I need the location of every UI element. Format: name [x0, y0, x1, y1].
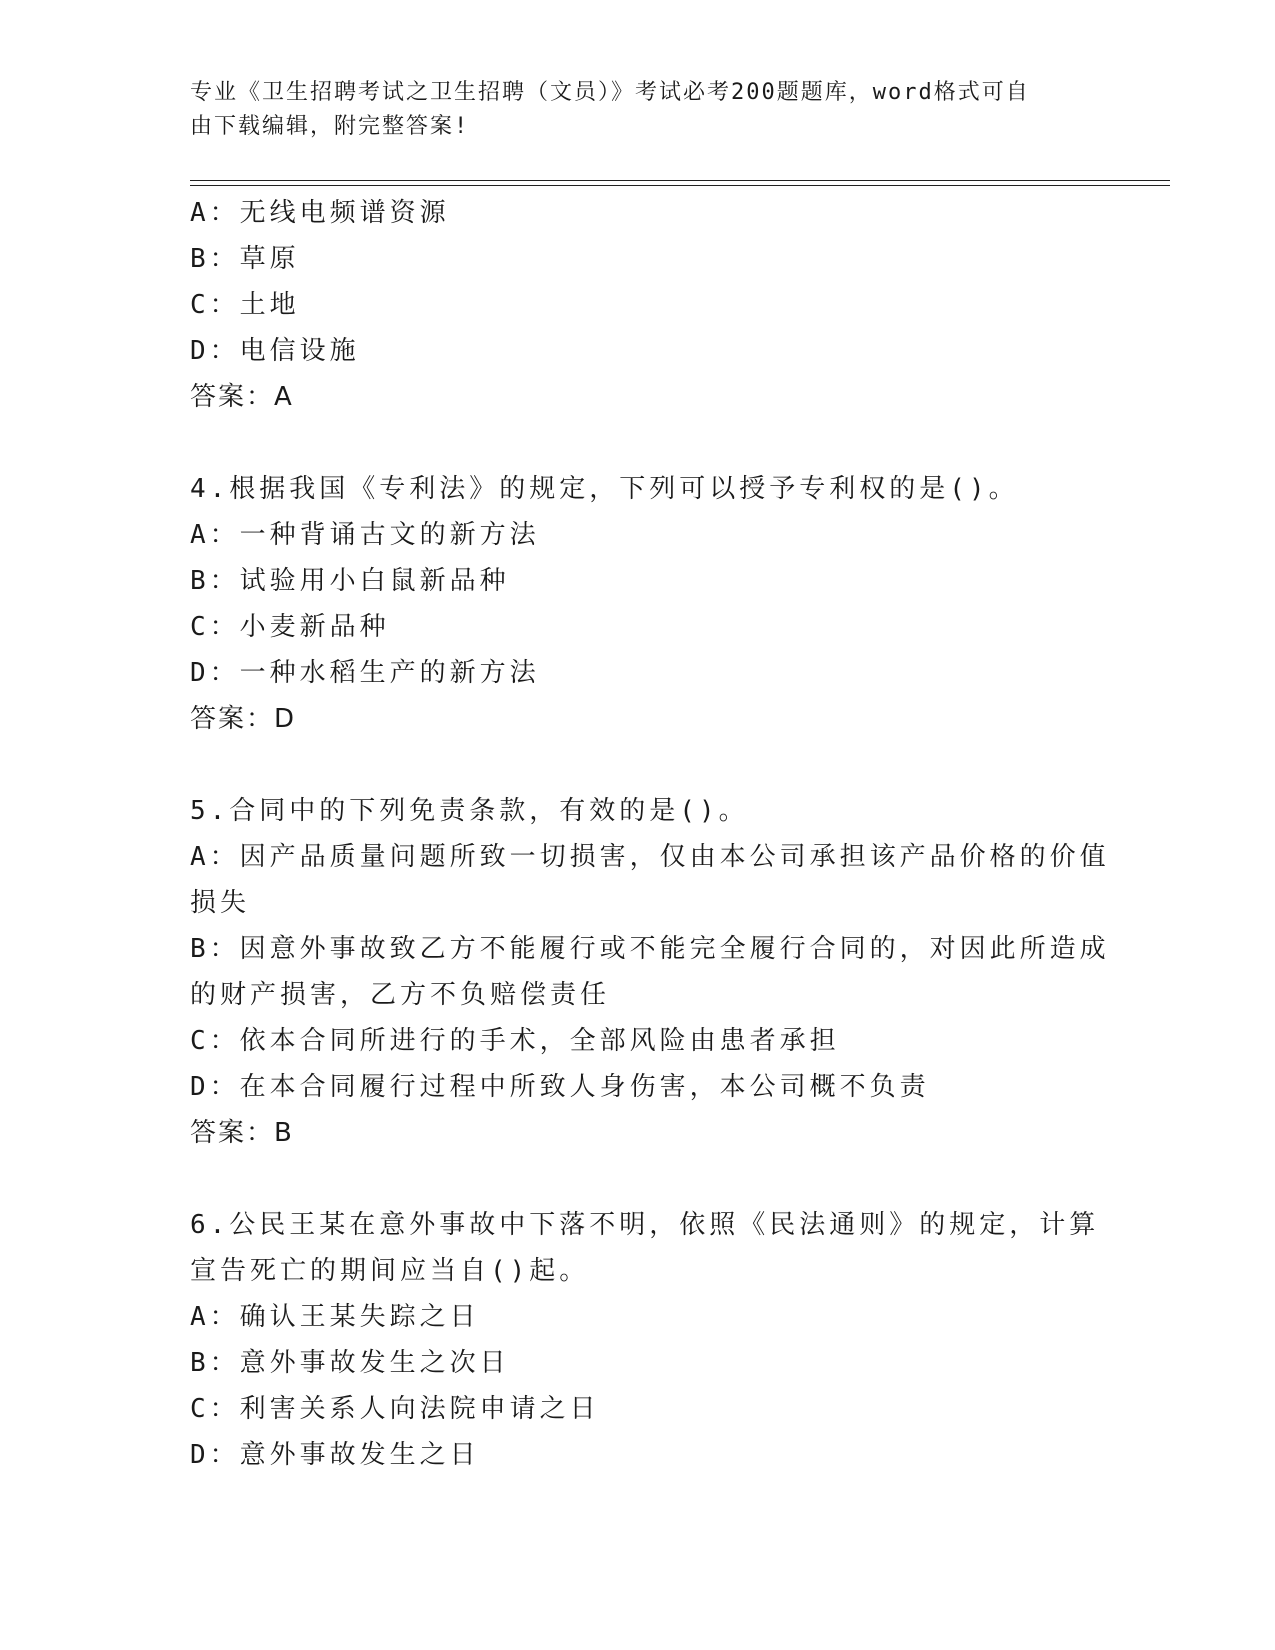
option-d: D：一种水稻生产的新方法: [190, 658, 540, 688]
option-c: C：依本合同所进行的手术，全部风险由患者承担: [190, 1026, 840, 1056]
spacer: [190, 742, 1090, 788]
option-d: D：意外事故发生之日: [190, 1440, 480, 1470]
option-b-continued: 的财产损害，乙方不负赔偿责任: [190, 980, 611, 1010]
question-stem-continued: 宣告死亡的期间应当自()起。: [190, 1256, 590, 1286]
option-a: A：一种背诵古文的新方法: [190, 520, 540, 550]
answer-line: 答案：A: [190, 382, 294, 412]
question-stem: 4.根据我国《专利法》的规定，下列可以授予专利权的是()。: [190, 474, 1019, 504]
spacer: [190, 1156, 1090, 1202]
option-b: B：意外事故发生之次日: [190, 1348, 510, 1378]
question-3: [190, 190, 1090, 420]
option-c: C：利害关系人向法院申请之日: [190, 1394, 600, 1424]
document-header: [190, 76, 1090, 144]
question-4: [190, 466, 1090, 742]
question-stem: 6.公民王某在意外事故中下落不明，依照《民法通则》的规定，计算: [190, 1210, 1100, 1240]
question-6: [190, 1202, 1100, 1478]
option-b: B：因意外事故致乙方不能履行或不能完全履行合同的，对因此所造成: [190, 934, 1110, 964]
spacer: [190, 420, 1090, 466]
header-divider: [190, 180, 1170, 186]
option-a-continued: 损失: [190, 888, 251, 918]
option-a: A：因产品质量问题所致一切损害，仅由本公司承担该产品价格的价值: [190, 842, 1110, 872]
option-d: D：电信设施: [190, 336, 360, 366]
option-d: D：在本合同履行过程中所致人身伤害，本公司概不负责: [190, 1072, 930, 1102]
option-c: C：小麦新品种: [190, 612, 390, 642]
question-stem: 5.合同中的下列免责条款，有效的是()。: [190, 796, 749, 826]
header-line-2: 由下载编辑，附完整答案!: [190, 114, 470, 139]
answer-line: 答案：D: [190, 704, 297, 734]
option-c: C：土地: [190, 290, 300, 320]
question-5: [190, 788, 1110, 1156]
question-list: [190, 190, 1110, 1478]
option-a: A：确认王某失踪之日: [190, 1302, 480, 1332]
header-line-1: 专业《卫生招聘考试之卫生招聘（文员）》考试必考200题题库，word格式可自: [190, 80, 1030, 105]
option-a: A：无线电频谱资源: [190, 198, 450, 228]
option-b: B：草原: [190, 244, 300, 274]
option-b: B：试验用小白鼠新品种: [190, 566, 510, 596]
answer-line: 答案：B: [190, 1118, 294, 1148]
